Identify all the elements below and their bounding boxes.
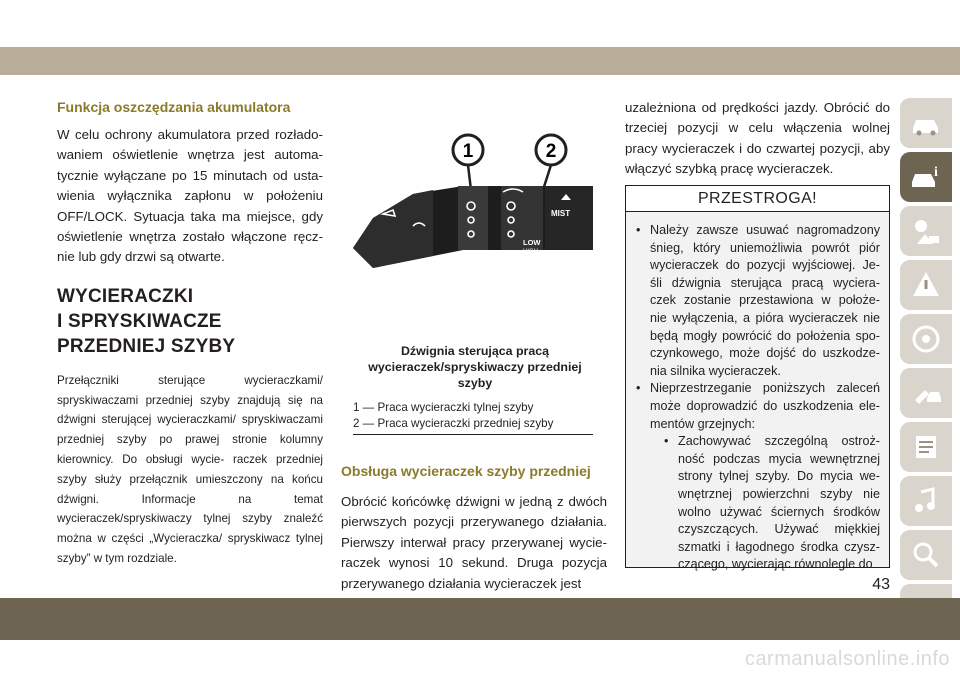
section-title-line-1: WYCIERACZKI [57, 285, 194, 307]
music-note-icon [909, 484, 943, 518]
figure-legend [353, 400, 593, 435]
column-left [57, 98, 323, 569]
caution-box [625, 185, 890, 572]
header-band [0, 0, 960, 76]
lever-shaft [353, 190, 433, 268]
footer-band [0, 598, 960, 640]
section-title-line-3: PRZEDNIEJ SZYBY [57, 335, 236, 357]
wiper-speed-paragraph: uzależniona od prędkości jazdy. Obrócić do trzeciej pozycji w celu włączenia wolnej pracy wycieraczek i do czwartej pozycji, aby włączyć szybką pracę wycieraczek. [625, 100, 890, 177]
road-warning-icon [909, 268, 943, 302]
bullet-mark: • [664, 434, 669, 449]
lever-label-mist: MIST [551, 209, 571, 218]
caution-bullet-2-text: Nieprzestrzeganie poniższych zaleceń może doprowadzić do uszkodzenia ele- mentów grzejnych: [650, 381, 880, 431]
warning-lights-icon [909, 214, 943, 248]
wiper-lever-illustration [353, 128, 597, 336]
lever-label-high: HIGH [523, 249, 538, 255]
legend-rule [353, 434, 593, 435]
bullet-mark: • [636, 381, 641, 396]
header-stripe [0, 47, 960, 75]
front-wiper-operation-heading: Obsługa wycieraczek szyby przedniej [341, 463, 591, 479]
bullet-mark: • [636, 223, 641, 237]
legend-item-2: 2 — Praca wycieraczki przedniej szyby [353, 417, 554, 430]
wipers-intro-paragraph: Przełączniki sterujące wycieraczkami/ spryskiwaczami przedniej szyby znajdują się na dźwigni sterującej wycieraczkami/ spryskiwaczami przedniej szyby po prawej stronie kolumny kierownicy. Do obsługi wycie- raczek przedniej szyby służy przełącznik umieszczony na końcu dźwigni. Informacje na temat wycieraczek/spryskiwaczy tylnej szyby znaleźć można w części „Wycieraczka/ spryskiwacz tylnej szyby” w tym rozdziale. [57, 373, 323, 566]
tab-multimedia[interactable] [900, 476, 952, 526]
search-icon [909, 538, 943, 572]
caution-sub-bullet-1 [636, 433, 880, 574]
tab-car-overview[interactable] [900, 98, 952, 148]
checklist-icon [909, 430, 943, 464]
wipers-section-title [57, 284, 323, 359]
tab-search[interactable] [900, 530, 952, 580]
wiper-lever-figure [353, 128, 597, 336]
legend-item-1: 1 — Praca wycieraczki tylnej szyby [353, 401, 534, 414]
caution-title: PRZESTROGA! [626, 186, 889, 212]
svg-text:i: i [934, 165, 938, 180]
battery-saver-heading: Funkcja oszczędzania akumulatora [57, 99, 291, 115]
caution-bullet-1-text: Należy zawsze usuwać nagromadzony śnieg, który uniemożliwia powrót piór wycieraczek do pozycji wyjściowej. Je- śli dźwignia sterująca pracą wyciera- czek zostanie przestawiona w położe- nie wyłączenia, a pióra wycieraczek nie będą mogły powrócić do położenia spo- czynkowego, może dojść do uszkodze- nia silnika wycieraczek. [650, 223, 880, 378]
caution-sub-bullet-1-text: Zachowywać szczególną ostroż- ność podczas mycia wewnętrznej strony tylnej szyby. Do mycia we- wnętrznej powierzchni szyby nie wolno używać ściernych środków czyszczących. Używać miękkiej szmatki i łagodnego środka czysz- czącego, wycierając równolegle do [678, 434, 880, 572]
lever-end-cap[interactable] [545, 186, 593, 250]
callout-label-2: 2 [545, 141, 557, 162]
chapter-tabs [900, 98, 960, 638]
caution-body [626, 212, 889, 574]
caution-bullet-2 [636, 380, 880, 433]
page-number: 43 [872, 576, 890, 593]
tab-maintenance[interactable] [900, 368, 952, 418]
column-middle-text [341, 462, 607, 594]
car-info-icon [909, 160, 943, 194]
column-right [625, 98, 890, 180]
tab-road-warning[interactable] [900, 260, 952, 310]
figure-caption-title: Dźwignia sterująca pracą wycieraczek/spryskiwaczy przedniej szyby [368, 344, 582, 390]
tab-warning-lights[interactable] [900, 206, 952, 256]
caution-bullet-1 [636, 222, 880, 380]
front-wiper-operation-paragraph: Obrócić końcówkę dźwigni w jedną z dwóch pierwszych pozycji przerywanego działania. Pierwszy interwał pracy przerywanej wycie- raczek wynosi 10 sekund. Druga pozycja przerywanego działania wycieraczek jest [341, 494, 607, 591]
tab-steering-wheel[interactable] [900, 314, 952, 364]
section-title-line-2: I SPRYSKIWACZE [57, 310, 222, 332]
tab-specifications[interactable] [900, 422, 952, 472]
watermark: carmanualsonline.info [744, 648, 950, 670]
callout-label-1: 1 [462, 141, 474, 162]
wrench-car-icon [909, 376, 943, 410]
steering-wheel-icon [909, 322, 943, 356]
battery-saver-paragraph: W celu ochrony akumulatora przed rozłado- waniem oświetlenie wnętrza jest automa- tycznie wyłączane po 15 minutach od usta- wienia wyłącznika zapłonu w położeniu OFF/LOCK. Sytuacja taka ma miejsce, gdy oświetlenie wnętrza zostało włączone ręcz- nie lub gdy drzwi są otwarte. [57, 127, 323, 265]
tab-car-info[interactable] [900, 152, 952, 202]
lever-label-low: LOW [523, 238, 541, 247]
car-icon [909, 106, 943, 140]
